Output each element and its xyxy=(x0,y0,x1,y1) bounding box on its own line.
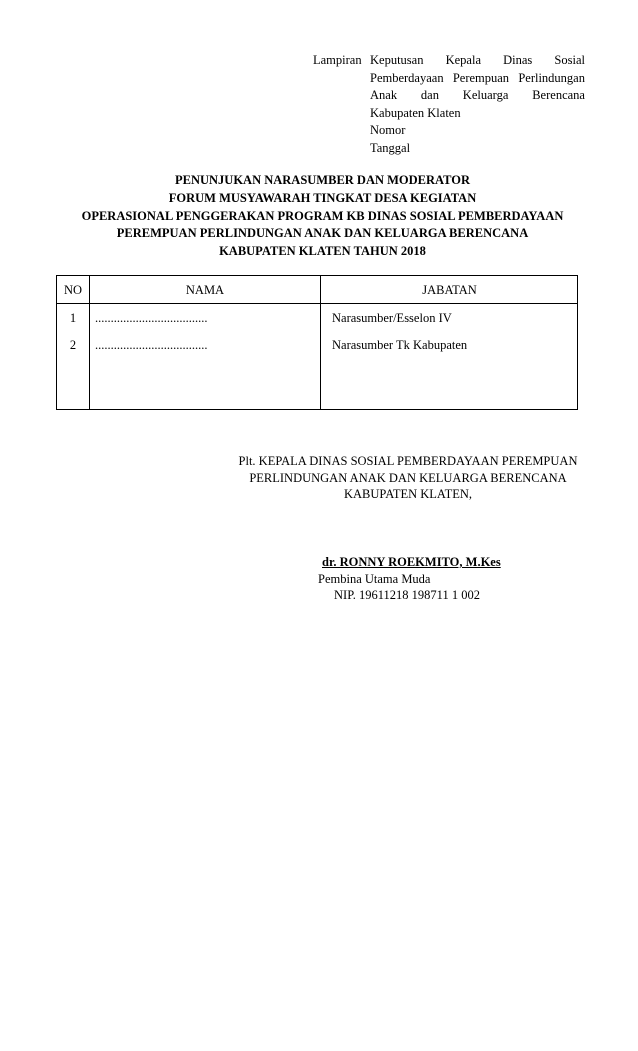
table-header-divider xyxy=(57,303,577,304)
row-2-no: 2 xyxy=(69,338,77,352)
document-title xyxy=(40,172,605,261)
lampiran-desc-line-4: Kabupaten Klaten xyxy=(370,105,461,120)
row-2-nama: .................................... xyxy=(95,338,208,352)
row-1-nama: .................................... xyxy=(95,311,208,325)
signature-office xyxy=(218,453,598,503)
lampiran-block xyxy=(313,52,585,157)
lampiran-nomor: Nomor xyxy=(370,123,406,137)
signature-office-line-3: KABUPATEN KLATEN, xyxy=(343,487,472,501)
signatory-rank: Pembina Utama Muda xyxy=(318,572,431,586)
lampiran-body xyxy=(370,52,585,157)
signature-office-line-1: Plt. KEPALA DINAS SOSIAL PEMBERDAYAAN PEREMPUAN xyxy=(238,454,578,468)
row-1-jabatan: Narasumber/Esselon IV xyxy=(332,311,452,325)
lampiran-label: Lampiran xyxy=(313,53,362,67)
header-no: NO xyxy=(63,283,83,297)
lampiran-tanggal: Tanggal xyxy=(370,140,411,155)
title-line-4: PEREMPUAN PERLINDUNGAN ANAK DAN KELUARGA BERENCANA xyxy=(116,226,529,241)
narasumber-table xyxy=(56,275,578,410)
title-line-2: FORUM MUSYAWARAH TINGKAT DESA KEGIATAN xyxy=(168,190,477,205)
lampiran-description xyxy=(370,52,585,122)
header-nama: NAMA xyxy=(185,283,225,297)
signatory-name: dr. RONNY ROEKMITO, M.Kes xyxy=(322,555,501,569)
header-jabatan: JABATAN xyxy=(422,283,477,297)
title-line-3: OPERASIONAL PENGGERAKAN PROGRAM KB DINAS SOSIAL PEMBERDAYAAN xyxy=(81,208,564,223)
row-2-jabatan: Narasumber Tk Kabupaten xyxy=(332,338,468,352)
signature-office-line-2: PERLINDUNGAN ANAK DAN KELUARGA BERENCANA xyxy=(249,470,567,485)
title-line-1: PENUNJUKAN NARASUMBER DAN MODERATOR xyxy=(174,173,471,187)
signatory-nip: NIP. 19611218 198711 1 002 xyxy=(334,588,480,602)
lampiran-desc-line-1: Keputusan Kepala Dinas Sosial xyxy=(370,53,585,67)
lampiran-desc-line-2: Pemberdayaan Perempuan Perlindungan xyxy=(370,70,585,85)
title-line-5: KABUPATEN KLATEN TAHUN 2018 xyxy=(219,244,426,259)
row-1-no: 1 xyxy=(69,311,77,325)
lampiran-desc-line-3: Anak dan Keluarga Berencana xyxy=(370,88,585,102)
